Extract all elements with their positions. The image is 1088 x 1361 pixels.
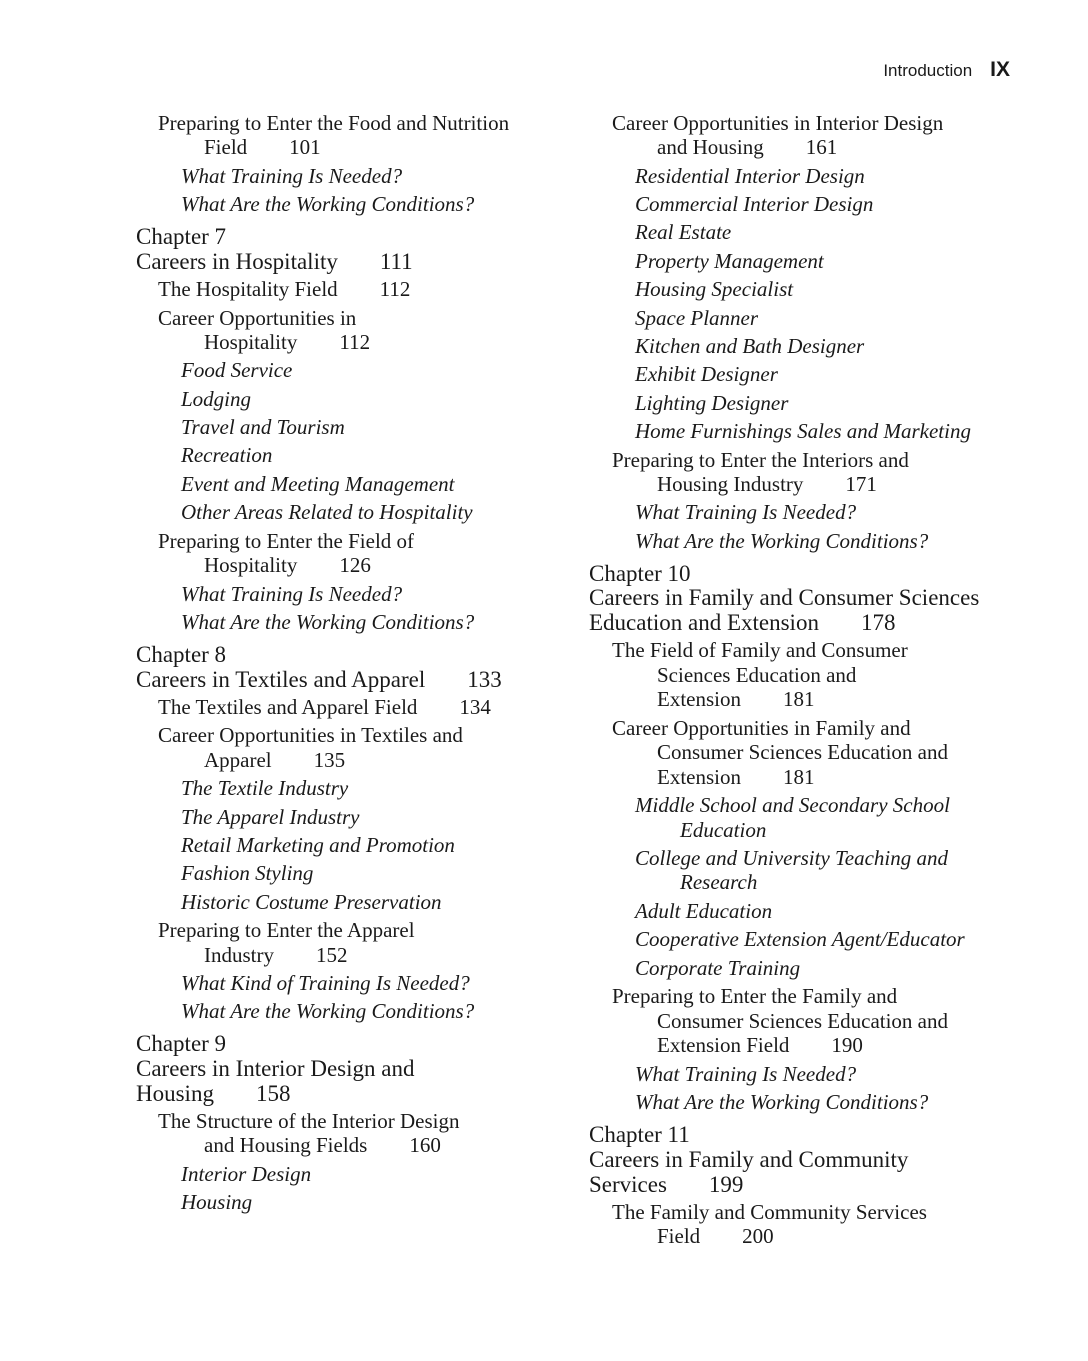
toc-subentry: Housing [181,1190,253,1214]
chapter-title: Careers in Hospitality 111 [136,249,413,274]
toc-subentry: Travel and Tourism [181,415,345,439]
toc-subentry: Space Planner [635,306,759,330]
page-ref: 158 [255,1081,291,1106]
page-ref: 101 [289,135,321,159]
toc-entry-continued: Consumer Sciences Education and [657,740,949,764]
toc-subentry: The Apparel Industry [181,805,360,829]
toc-entry: Preparing to Enter the Interiors and [612,448,909,472]
toc-subentry: Historic Costume Preservation [181,890,442,914]
toc-subentry: Real Estate [635,220,732,244]
page-ref: 152 [316,943,348,967]
toc-subentry: What Training Is Needed? [635,1062,857,1086]
toc-subentry: Commercial Interior Design [635,192,874,216]
toc-entry-continued: Extension 181 [657,765,815,789]
toc-entry: The Hospitality Field 112 [158,277,411,301]
page-ref: 135 [313,748,346,772]
chapter-title-continued: Education and Extension 178 [589,610,896,635]
toc-entry: Preparing to Enter the Apparel [158,918,415,942]
toc-entry-continued: Sciences Education and [657,663,857,687]
chapter-label: Chapter 8 [136,642,227,667]
toc-entry: The Textiles and Apparel Field 134 [158,695,491,719]
page-ref: 171 [845,472,877,496]
chapter-label: Chapter 9 [136,1031,227,1056]
page-ref: 112 [379,277,411,301]
chapter-title: Careers in Family and Consumer Sciences [589,585,980,610]
toc-entry: The Family and Community Services [612,1200,927,1224]
toc-subentry-continued: Education [680,818,767,842]
toc-entry-continued: Apparel 135 [204,748,346,772]
toc-subentry: Food Service [181,358,293,382]
page-ref: 161 [805,135,838,159]
header-section-title: Introduction [883,61,973,80]
toc-subentry: Kitchen and Bath Designer [635,334,865,358]
page-ref: 200 [742,1224,774,1248]
page-ref: 199 [708,1172,744,1197]
header-page-number: IX [990,58,1010,81]
page-ref: 178 [860,610,896,635]
toc-subentry: Lighting Designer [635,391,789,415]
page-ref: 160 [409,1133,441,1157]
chapter-title: Careers in Family and Community [589,1147,909,1172]
toc-entry-continued: Industry 152 [204,943,348,967]
toc-entry-continued: Housing Industry 171 [657,472,877,496]
toc-subentry: Cooperative Extension Agent/Educator [635,927,965,951]
toc-subentry: Other Areas Related to Hospitality [181,500,473,524]
toc-subentry: Retail Marketing and Promotion [181,833,455,857]
toc-entry: Career Opportunities in Family and [612,716,911,740]
toc-subentry: Fashion Styling [181,861,314,885]
chapter-label: Chapter 7 [136,224,227,249]
toc-subentry: Property Management [635,249,824,273]
toc-subentry: What Are the Working Conditions? [635,529,929,553]
toc-subentry: What Are the Working Conditions? [181,610,475,634]
chapter-title: Careers in Interior Design and [136,1056,415,1081]
toc-subentry: Housing Specialist [635,277,794,301]
page-ref: 133 [467,667,502,692]
toc-entry: Career Opportunities in Interior Design [612,111,944,135]
toc-subentry: Corporate Training [635,956,801,980]
toc-entry-continued: Field 101 [204,135,321,159]
toc-entry-continued: and Housing Fields 160 [204,1133,441,1157]
toc-entry-continued: Field 200 [657,1224,774,1248]
toc-entry-continued: Hospitality 112 [204,330,371,354]
toc-subentry: College and University Teaching and [635,846,949,870]
toc-entry: The Field of Family and Consumer [612,638,908,662]
toc-subentry: What Training Is Needed? [635,500,857,524]
toc-subentry: What Training Is Needed? [181,164,403,188]
toc-subentry: Exhibit Designer [635,362,778,386]
chapter-label: Chapter 10 [589,561,691,586]
toc-subentry: Lodging [181,387,252,411]
chapter-title-continued: Housing 158 [136,1081,291,1106]
toc-subentry: Recreation [181,443,273,467]
toc-entry-continued: Extension 181 [657,687,815,711]
page-ref: 181 [783,765,815,789]
page-ref: 111 [379,249,413,274]
toc-entry-continued: and Housing 161 [657,135,838,159]
page-ref: 190 [831,1033,863,1057]
toc-entry: Career Opportunities in Textiles and [158,723,463,747]
toc-subentry: The Textile Industry [181,776,349,800]
page-ref: 134 [459,695,491,719]
toc-entry-continued: Consumer Sciences Education and [657,1009,949,1033]
toc-subentry: Residential Interior Design [635,164,865,188]
page-ref: 126 [339,553,371,577]
toc-subentry: Adult Education [635,899,773,923]
chapter-label: Chapter 11 [589,1122,690,1147]
toc-subentry: What Are the Working Conditions? [181,999,475,1023]
toc-entry: The Structure of the Interior Design [158,1109,460,1133]
toc-subentry-continued: Research [680,870,758,894]
page-ref: 112 [339,330,371,354]
toc-entry-continued: Extension Field 190 [657,1033,863,1057]
toc-subentry: Home Furnishings Sales and Marketing [635,419,971,443]
toc-subentry: Interior Design [181,1162,312,1186]
toc-entry: Career Opportunities in [158,306,357,330]
toc-subentry: What Training Is Needed? [181,582,403,606]
page-ref: 181 [783,687,815,711]
chapter-title: Careers in Textiles and Apparel 133 [136,667,502,692]
toc-entry: Preparing to Enter the Field of [158,529,415,553]
toc-subentry: What Are the Working Conditions? [181,192,475,216]
running-header [883,58,1010,82]
toc-subentry: Middle School and Secondary School [635,793,950,817]
toc-entry: Preparing to Enter the Food and Nutrition [158,111,510,135]
toc-entry-continued: Hospitality 126 [204,553,371,577]
toc-subentry: What Kind of Training Is Needed? [181,971,470,995]
toc-subentry: Event and Meeting Management [181,472,455,496]
chapter-title-continued: Services 199 [589,1172,744,1197]
toc-entry: Preparing to Enter the Family and [612,984,898,1008]
toc-subentry: What Are the Working Conditions? [635,1090,929,1114]
